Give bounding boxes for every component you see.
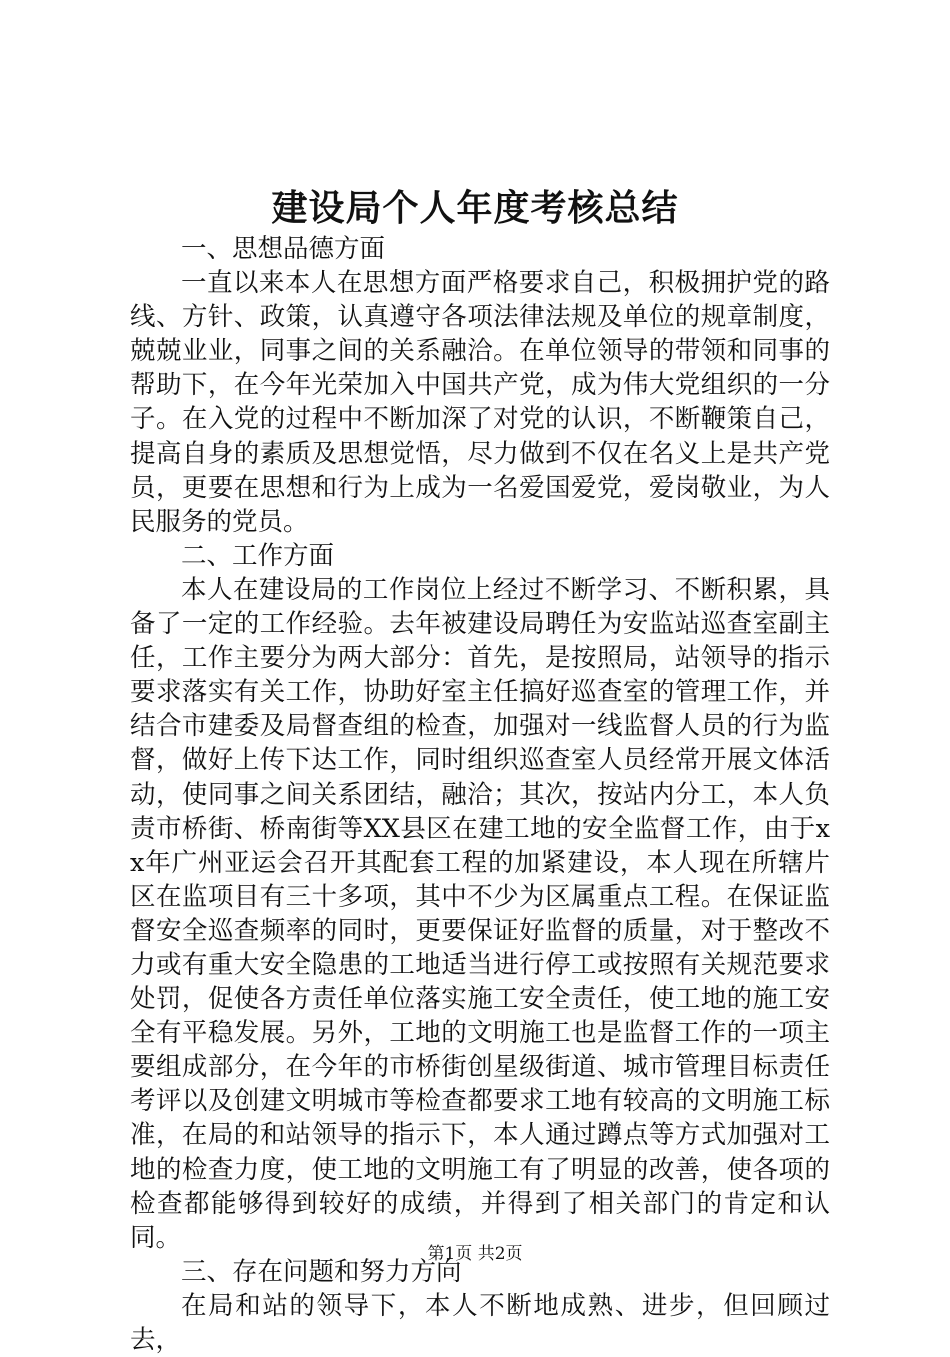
- section-heading-ideology: 一、思想品德方面: [181, 234, 386, 264]
- section-paragraph-work: 本人在建设局的工作岗位上经过不断学习、不断积累，具备了一定的工作经验。去年被建设局聘任为安监站巡查室副主任，工作主要分为两大部分：首先，是按照局，站领导的指示要求落实有关工作，协助好室主任搞好巡查室的管理工作，并结合市建委及局督查组的检查，加强对一线监督人员的行为监督，做好上传下达工作，同时组织巡查室人员经常开展文体活动，使同事之间关系团结，融洽；其次，按站内分工，本人负责市桥街、桥南街等XX县区在建工地的安全监督工作，由于xx年广州亚运会召开其配套工程的加紧建设，本人现在所辖片区在监项目有三十多项，其中不少为区属重点工程。在保证监督安全巡查频率的同时，更要保证好监督的质量，对于整改不力或有重大安全隐患的工地适当进行停工或按照有关规范要求处罚，促使各方责任单位落实施工安全责任，使工地的施工安全有平稳发展。另外，工地的文明施工也是监督工作的一项主要组成部分，在今年的市桥街创星级街道、城市管理目标责任考评以及创建文明城市等检查都要求工地有较高的文明施工标准，在局的和站领导的指示下，本人通过蹲点等方式加强对工地的检查力度，使工地的文明施工有了明显的改善，使各项的检查都能够得到较好的成绩，并得到了相关部门的肯定和认同。: [130, 574, 830, 1253]
- section-heading-work: 二、工作方面: [181, 540, 335, 571]
- section-paragraph-ideology: 一直以来本人在思想方面严格要求自己，积极拥护党的路线、方针、政策，认真遵守各项法律法规及单位的规章制度，兢兢业业，同事之间的关系融洽。在单位领导的带领和同事的帮助下，在今年光荣加入中国共产党，成为伟大党组织的一分子。在入党的过程中不断加深了对党的认识，不断鞭策自己，提高自身的素质及思想觉悟，尽力做到不仅在名义上是共产党员，更要在思想和行为上成为一名爱国爱党，爱岗敬业，为人民服务的党员。: [130, 268, 830, 537]
- document-body: [130, 232, 830, 1357]
- document-title: 建设局个人年度考核总结: [271, 187, 679, 229]
- section-heading-problems: 三、存在问题和努力方向: [181, 1256, 462, 1287]
- section-paragraph-problems: 在局和站的领导下，本人不断地成熟、进步，但回顾过去，: [130, 1290, 830, 1355]
- page-number-footer: 第1页 共2页: [427, 1244, 523, 1264]
